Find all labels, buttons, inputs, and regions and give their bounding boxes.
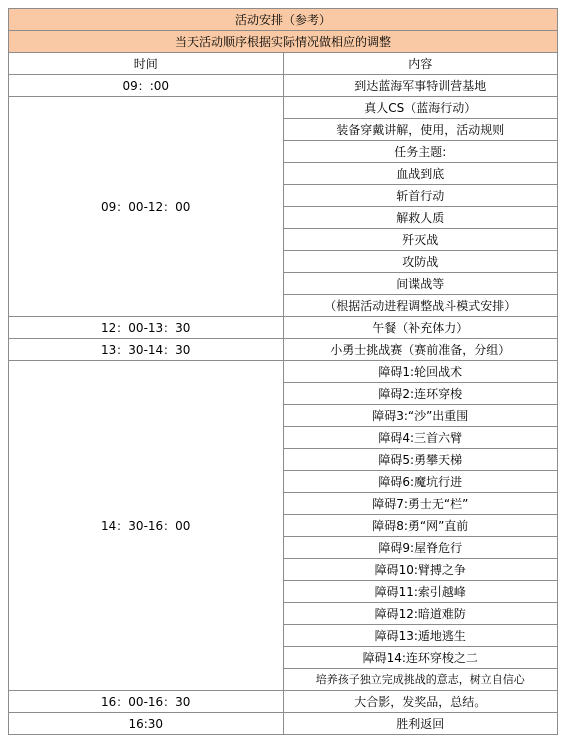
activity-item: 障碍4:三首六臂: [283, 427, 558, 449]
activity-item: 解救人质: [283, 207, 558, 229]
schedule-title: 活动安排（参考）: [9, 9, 558, 31]
schedule-row: [9, 691, 558, 713]
activity-item: 障碍6:魔坑行进: [283, 471, 558, 493]
activity-item: 血战到底: [283, 163, 558, 185]
column-header-row: [9, 53, 558, 75]
activity-item: 真人CS（蓝海行动）: [283, 97, 558, 119]
activity-item: 斩首行动: [283, 185, 558, 207]
activity-item: （根据活动进程调整战斗模式安排）: [283, 295, 558, 317]
activity-item: 胜利返回: [283, 713, 558, 735]
schedule-row: [9, 361, 558, 383]
schedule-table: [8, 8, 558, 735]
activity-item: 装备穿戴讲解，使用，活动规则: [283, 119, 558, 141]
schedule-row: [9, 97, 558, 119]
activity-item: 障碍11:索引越峰: [283, 581, 558, 603]
time-slot: 09：:00: [9, 75, 284, 97]
column-header-content: 内容: [283, 53, 558, 75]
activity-item: 培养孩子独立完成挑战的意志，树立自信心: [283, 669, 558, 691]
activity-item: 障碍7:勇士无“栏”: [283, 493, 558, 515]
schedule-row: [9, 317, 558, 339]
activity-item: 障碍8:勇“网”直前: [283, 515, 558, 537]
time-slot: 14：30-16：00: [9, 361, 284, 691]
activity-item: 障碍3:“沙”出重围: [283, 405, 558, 427]
activity-item: 障碍12:暗道难防: [283, 603, 558, 625]
schedule-subtitle: 当天活动顺序根据实际情况做相应的调整: [9, 31, 558, 53]
activity-item: 任务主题:: [283, 141, 558, 163]
activity-item: 障碍10:臂搏之争: [283, 559, 558, 581]
activity-item: 大合影，发奖品，总结。: [283, 691, 558, 713]
subtitle-row: [9, 31, 558, 53]
time-slot: 16：00-16：30: [9, 691, 284, 713]
activity-item: 障碍2:连环穿梭: [283, 383, 558, 405]
activity-item: 间谍战等: [283, 273, 558, 295]
activity-item: 到达蓝海军事特训营基地: [283, 75, 558, 97]
activity-item: 障碍9:屋脊危行: [283, 537, 558, 559]
column-header-time: 时间: [9, 53, 284, 75]
title-row: [9, 9, 558, 31]
time-slot: 09：00-12：00: [9, 97, 284, 317]
activity-item: 歼灭战: [283, 229, 558, 251]
activity-item: 午餐（补充体力）: [283, 317, 558, 339]
activity-item: 攻防战: [283, 251, 558, 273]
schedule-row: [9, 75, 558, 97]
schedule-row: [9, 339, 558, 361]
time-slot: 12：00-13：30: [9, 317, 284, 339]
activity-item: 障碍1:轮回战术: [283, 361, 558, 383]
time-slot: 16:30: [9, 713, 284, 735]
activity-item: 障碍14:连环穿梭之二: [283, 647, 558, 669]
activity-item: 障碍13:遁地逃生: [283, 625, 558, 647]
time-slot: 13：30-14：30: [9, 339, 284, 361]
activity-item: 障碍5:勇攀天梯: [283, 449, 558, 471]
activity-item: 小勇士挑战赛（赛前准备，分组）: [283, 339, 558, 361]
schedule-row: [9, 713, 558, 735]
